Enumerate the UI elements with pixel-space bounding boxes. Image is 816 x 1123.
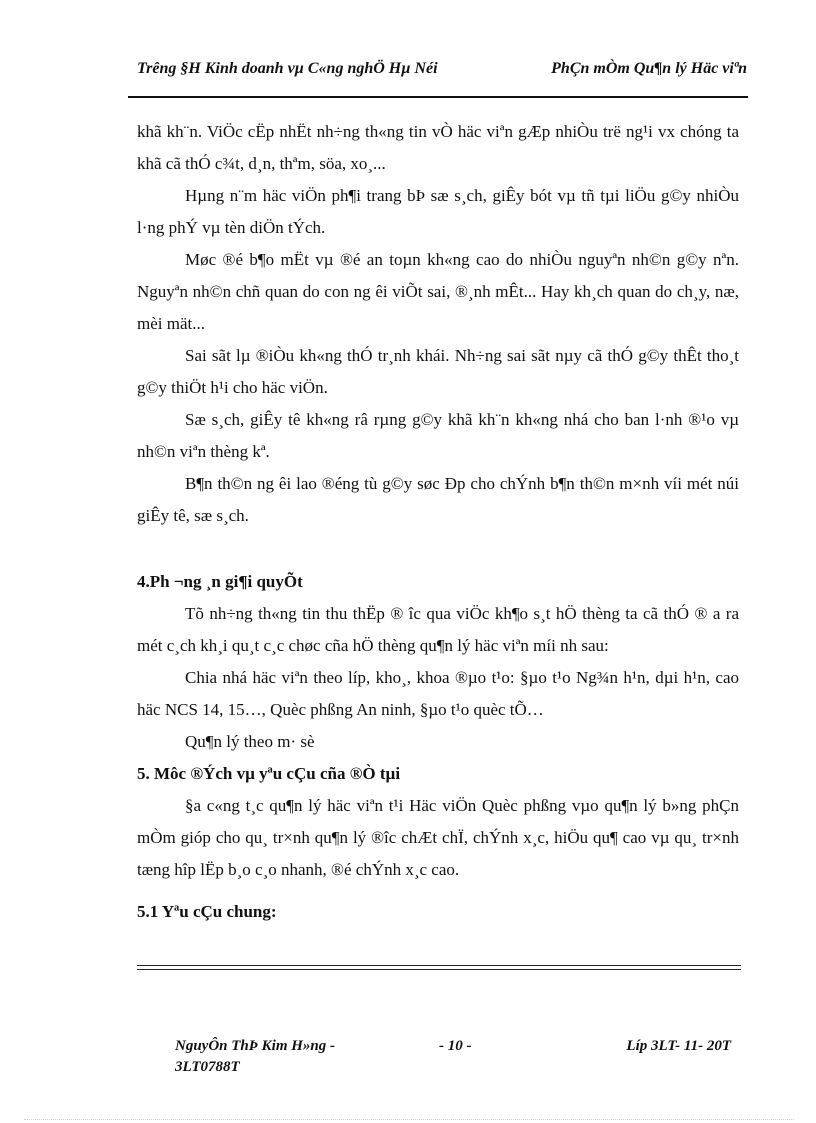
body-paragraph: B¶n th©n ng êi lao ®éng tù g©y søc Ðp cho chÝnh b¶n th©n m×nh víi mét núi giÊy tê, sæ s¸ch. [137,474,739,525]
body-paragraph: Sai sãt lµ ®iÒu kh«ng thÓ tr¸nh khái. Nh÷ng sai sãt nµy cã thÓ g©y thÊt tho¸t g©y thiÖt h¹i cho häc viÖn. [137,346,739,397]
section-4-heading: 4.Ph ¬ng ¸n gi¶i quyÕt [137,572,303,591]
footer-class: Líp 3LT- 11- 20T [626,1038,731,1054]
section-5-1-heading: 5.1 Yªu cÇu chung: [137,902,277,921]
body-paragraph: Hµng n¨m häc viÖn ph¶i trang bÞ sæ s¸ch, giÊy bót vµ tñ tµi liÖu g©y nhiÒu l·ng phÝ vµ tèn diÖn tÝch. [137,186,739,237]
header-divider [128,96,748,98]
page-header [137,60,747,82]
body-paragraph: khã kh¨n. ViÖc cËp nhËt nh÷ng th«ng tin vÒ häc viªn gÆp nhiÒu trë ng¹i vx chóng ta khã cã thÓ c¾t, d¸n, thªm, söa, xo¸... [137,122,739,173]
body-paragraph: Møc ®é b¶o mËt vµ ®é an toµn kh«ng cao do nhiÒu nguyªn nh©n g©y nªn. Nguyªn nh©n chñ quan do con ng êi viÕt sai, ®¸nh mÊt... Hay kh¸ch quan do ch¸y, næ, mèi mät... [137,250,739,333]
body-paragraph: Chia nhá häc viªn theo líp, kho¸, khoa ®µo t¹o: §µo t¹o Ng¾n h¹n, dµi h¹n, cao häc NCS 14, 15…, Quèc phßng An ninh, §µo t¹o quèc tÕ… [137,668,739,719]
footer-divider-bottom [137,969,741,970]
section-5-heading: 5. Môc ®Ých vµ yªu cÇu cña ®Ò tµi [137,764,401,783]
page-number: - 10 - [439,1038,472,1054]
footer-author: NguyÔn ThÞ Kim H»ng - 3LT0788T [175,1038,336,1075]
header-document-title: PhÇn mÒm Qu¶n lý Häc viªn [551,60,747,77]
body-paragraph: Qu¶n lý theo m· sè [185,732,315,751]
page-body [137,116,739,928]
body-paragraph: Sæ s¸ch, giÊy tê kh«ng râ rµng g©y khã kh¨n kh«ng nhá cho ban l·nh ®¹o vµ nh©n viªn thèng kª. [137,410,739,461]
footer-divider-top [137,965,741,966]
page-bottom-border [24,1119,794,1120]
body-paragraph: Tõ nh÷ng th«ng tin thu thËp ® îc qua viÖc kh¶o s¸t hÖ thèng ta cã thÓ ® a ra mét c¸ch kh¸i qu¸t c¸c chøc cña hÖ thèng qu¶n lý häc viªn míi nh sau: [137,604,739,655]
body-paragraph: §a c«ng t¸c qu¶n lý häc viªn t¹i Häc viÖn Quèc phßng vµo qu¶n lý b»ng phÇn mÒm gióp cho qu¸ tr×nh qu¶n lý ®îc chÆt chÏ, chÝnh x¸c, hiÖu qu¶ cao vµ qu¸ tr×nh tæng hîp lËp b¸o c¸o nhanh, ®é chÝnh x¸c cao. [137,796,739,879]
header-institution: Trêng §H Kinh doanh vµ C«ng nghÖ Hµ Néi [137,60,438,77]
spacer [137,532,739,566]
